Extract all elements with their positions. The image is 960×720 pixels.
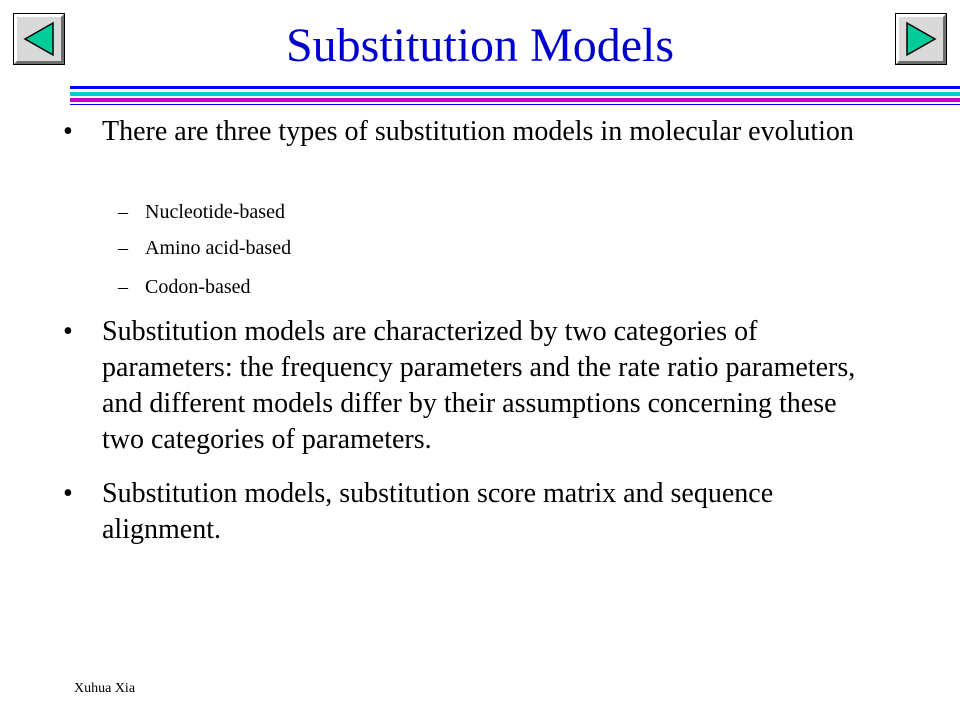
- sub-bullet-marker: –: [118, 276, 128, 298]
- bullet-text: Substitution models, substitution score matrix and sequence alignment.: [102, 478, 774, 545]
- bullet-item: [63, 114, 862, 150]
- bullet-item: [63, 314, 862, 458]
- bullet-marker: •: [63, 478, 73, 509]
- sub-bullet-text: Nucleotide-based: [145, 201, 285, 223]
- title-divider-thin: [70, 104, 960, 105]
- sub-bullet-marker: –: [118, 237, 128, 259]
- sub-bullet-text: Codon-based: [145, 276, 251, 298]
- bullet-marker: •: [63, 316, 73, 347]
- title-divider-magenta: [70, 98, 960, 102]
- title-divider-blue: [70, 86, 960, 89]
- slide-title: Substitution Models: [285, 19, 675, 72]
- sub-bullet-text: Amino acid-based: [145, 237, 292, 259]
- sub-bullet-item: [118, 236, 292, 260]
- bullet-text: There are three types of substitution models in molecular evolution: [102, 116, 854, 147]
- bullet-text: Substitution models are characterized by two categories of parameters: the frequency parameters and the rate ratio parameters, and different models differ by their assumptions concerning these two categories of parameters.: [102, 316, 856, 455]
- title-divider-cyan: [70, 92, 960, 96]
- footer-author: Xuhua Xia: [74, 681, 136, 696]
- bullet-marker: •: [63, 116, 73, 147]
- sub-bullet-marker: –: [118, 201, 128, 223]
- bullet-item: [63, 476, 862, 548]
- sub-bullet-item: [118, 200, 285, 224]
- sub-bullet-item: [118, 275, 251, 299]
